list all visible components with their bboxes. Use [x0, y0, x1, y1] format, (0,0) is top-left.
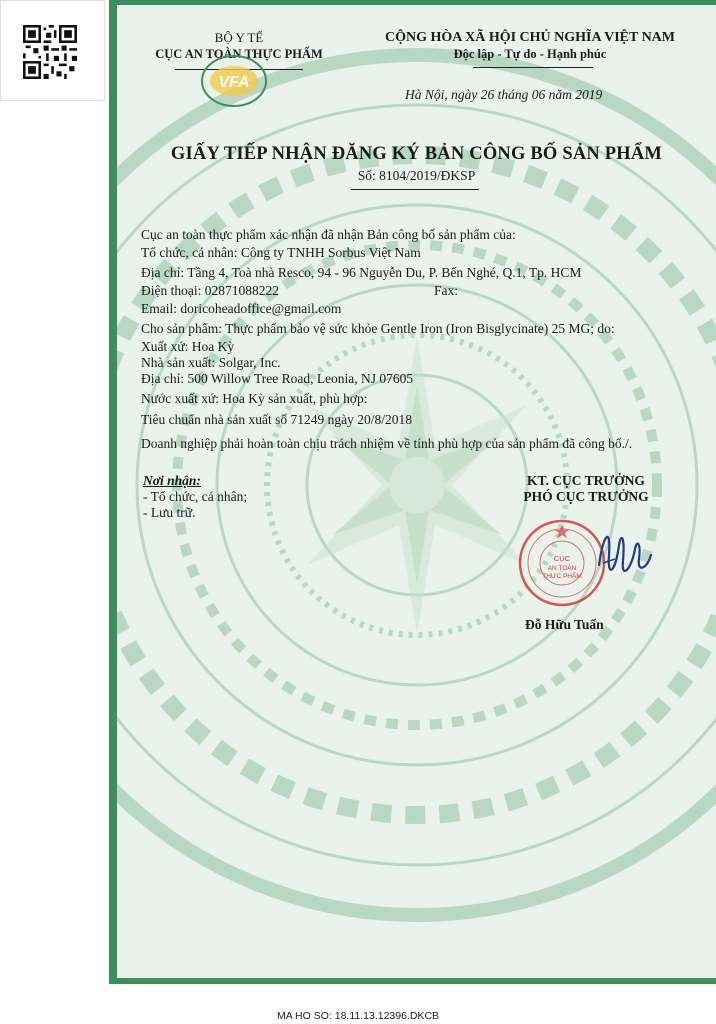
body-line-phone: Điện thoại: 02871088222 — [141, 283, 279, 298]
svg-text:AN TOÀN: AN TOÀN — [547, 565, 577, 572]
issue-date: Hà Nội, ngày 26 tháng 06 năm 2019 — [405, 87, 603, 102]
body-line-confirm: Cục an toàn thực phẩm xác nhận đã nhận Bản công bố sản phẩm của: — [141, 227, 516, 242]
body-line-manufacturer: Nhà sản xuất: Solgar, Inc. — [141, 355, 281, 370]
recipient-item: - Lưu trữ. — [143, 505, 196, 520]
recipient-item: - Tổ chức, cá nhân; — [143, 489, 248, 504]
ministry-name: BỘ Y TẾ — [214, 30, 264, 45]
body-line-origin: Xuất xứ: Hoa Kỳ — [141, 339, 235, 354]
document-frame — [109, 0, 716, 984]
document-number: Số: 8104/2019/ĐKSP — [357, 168, 476, 183]
document-content — [117, 5, 716, 978]
svg-text:THỰC PHẨM: THỰC PHẨM — [542, 573, 582, 580]
body-line-product: Cho sản phẩm: Thực phẩm bảo vệ sức khỏe Gentle Iron (Iron Bisglycinate) 25 MG; do: — [141, 321, 615, 336]
vfa-logo — [199, 53, 269, 109]
record-code: MA HO SO: 18.11.13.12396.DKCB — [276, 1010, 440, 1022]
handwritten-signature — [585, 515, 665, 595]
signer-title-1: KT. CỤC TRƯỞNG — [527, 473, 645, 488]
vfa-logo-text: VFA — [218, 74, 250, 91]
body-line-manufacturer-address: Địa chỉ: 500 Willow Tree Road, Leonia, NJ 07605 — [141, 371, 414, 386]
body-line-responsibility: Doanh nghiệp phải hoàn toàn chịu trách nhiệm về tính phù hợp của sản phẩm đã công bố./. — [141, 436, 633, 451]
agency-name: CỤC AN TOÀN THỰC PHẨM — [155, 47, 323, 61]
seal-text: CỤC — [553, 554, 571, 563]
nation-name: CỘNG HÒA XÃ HỘI CHỦ NGHĨA VIỆT NAM — [384, 30, 675, 45]
document-paper — [117, 5, 716, 978]
qr-code-box — [0, 0, 105, 101]
body-line-email: Email: doricoheadoffice@gmail.com — [141, 301, 342, 316]
title-underline — [351, 189, 479, 190]
qr-code-icon — [23, 25, 77, 79]
body-line-address: Địa chỉ: Tầng 4, Toà nhà Resco, 94 - 96 Nguyễn Du, P. Bến Nghé, Q.1, Tp. HCM — [141, 265, 582, 280]
body-line-standard: Tiêu chuẩn nhà sản xuất số 71249 ngày 20/8/2018 — [141, 412, 412, 427]
recipients-heading: Nơi nhận: — [143, 473, 201, 488]
body-line-organization: Tổ chức, cá nhân: Công ty TNHH Sorbus Việt Nam — [141, 245, 421, 260]
document-title: GIẤY TIẾP NHẬN ĐĂNG KÝ BẢN CÔNG BỐ SẢN PHẨM — [170, 144, 663, 164]
body-line-country: Nước xuất xứ: Hoa Kỳ sản xuất, phù hợp: — [141, 391, 368, 406]
signature-block — [501, 473, 671, 505]
body-fax-label: Fax: — [434, 283, 459, 298]
recipients-block — [143, 473, 247, 521]
national-motto: Độc lập - Tự do - Hạnh phúc — [453, 47, 607, 61]
national-header — [345, 29, 715, 63]
signer-title-2: PHÓ CỤC TRƯỞNG — [523, 489, 649, 504]
motto-underline — [473, 67, 593, 68]
signer-name: Đỗ Hữu Tuấn — [525, 617, 604, 632]
